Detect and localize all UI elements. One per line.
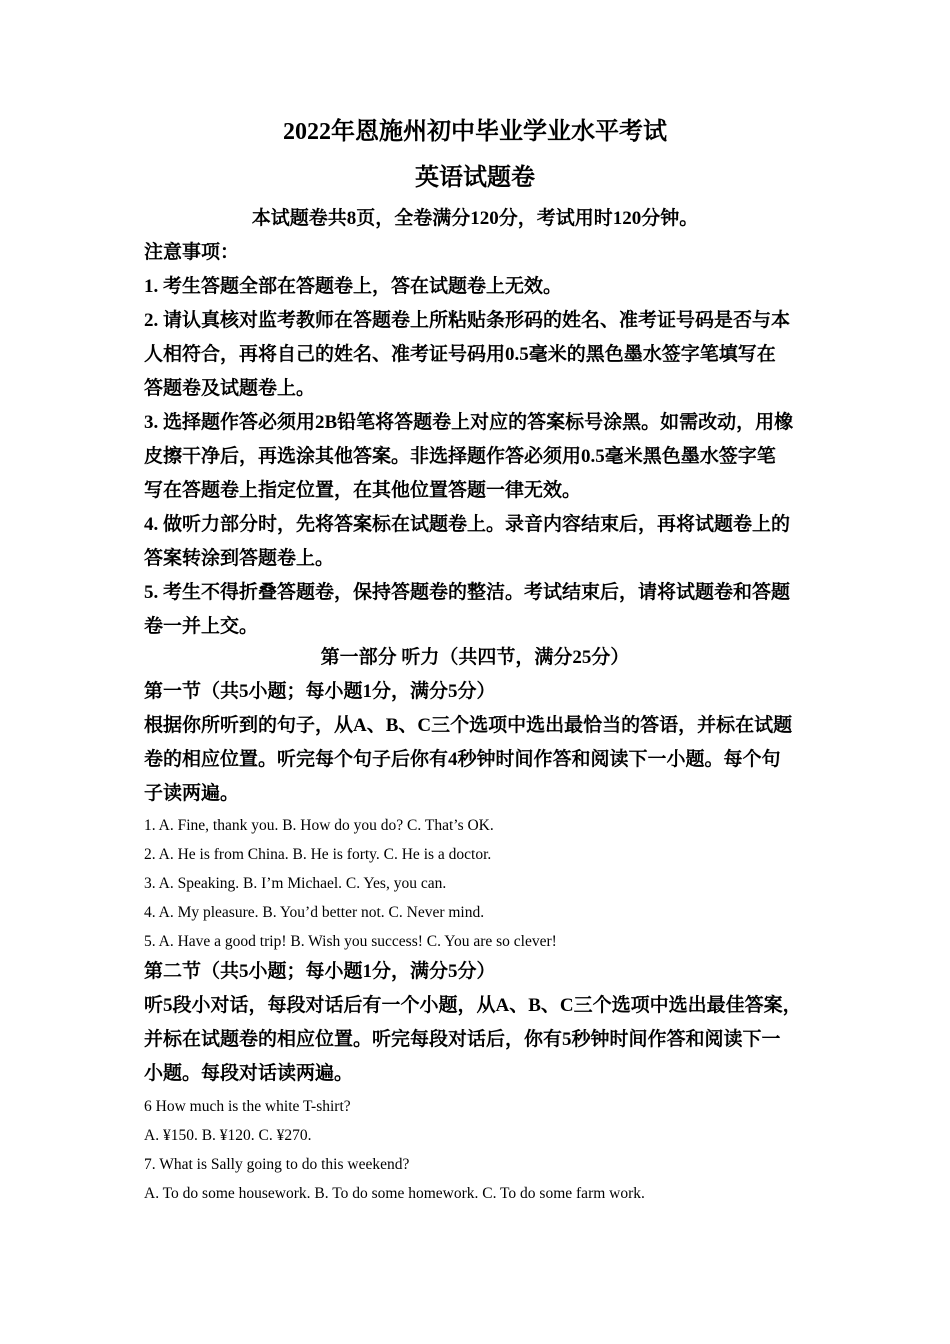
notice-line: 答题卷及试题卷上。 (144, 378, 316, 399)
notice-line: 写在答题卷上指定位置，在其他位置答题一律无效。 (144, 480, 582, 501)
notice-line: 4. 做听力部分时，先将答案标在试题卷上。录音内容结束后，再将试题卷上的 (144, 514, 791, 535)
section2-heading: 第二节（共5小题；每小题1分，满分5分） (144, 961, 496, 982)
question-1: 1. A. Fine, thank you. B. How do you do? C. That’s OK. (144, 817, 494, 834)
exam-subtitle: 英语试题卷 (415, 165, 535, 191)
notice-line: 2. 请认真核对监考教师在答题卷上所粘贴条形码的姓名、准考证号码是否与本 (144, 310, 791, 331)
notice-line: 答案转涂到答题卷上。 (144, 548, 335, 569)
question-3: 3. A. Speaking. B. I’m Michael. C. Yes, you can. (144, 875, 447, 892)
notice-block (144, 236, 824, 644)
question-7: 7. What is Sally going to do this weekend? (144, 1156, 410, 1173)
section1-block (144, 675, 824, 811)
section1-instruction: 卷的相应位置。听完每个句子后你有4秒钟时间作答和阅读下一小题。每个句 (144, 749, 781, 770)
section2-instruction: 小题。每段对话读两遍。 (144, 1063, 354, 1084)
notice-heading: 注意事项： (144, 242, 240, 263)
part1-title: 第一部分 听力（共四节，满分25分） (320, 647, 630, 668)
notice-line: 人相符合，再将自己的姓名、准考证号码用0.5毫米的黑色墨水签字笔填写在 (144, 344, 776, 365)
section1-instruction: 子读两遍。 (144, 783, 240, 804)
notice-line: 皮擦干净后，再选涂其他答案。非选择题作答必须用0.5毫米黑色墨水签字笔 (144, 446, 776, 467)
exam-intro: 本试题卷共8页，全卷满分120分，考试用时120分钟。 (251, 208, 699, 229)
question-6-options: A. ¥150. B. ¥120. C. ¥270. (144, 1127, 312, 1144)
question-5: 5. A. Have a good trip! B. Wish you success! C. You are so clever! (144, 933, 557, 950)
section2-block (144, 955, 824, 1091)
question-7-options: A. To do some housework. B. To do some homework. C. To do some farm work. (144, 1185, 645, 1202)
notice-line: 3. 选择题作答必须用2B铅笔将答题卷上对应的答案标号涂黑。如需改动，用橡 (144, 412, 794, 433)
notice-line: 卷一并上交。 (144, 616, 259, 637)
question-2: 2. A. He is from China. B. He is forty. C. He is a doctor. (144, 846, 492, 863)
question-4: 4. A. My pleasure. B. You’d better not. C. Never mind. (144, 904, 485, 921)
section2-instruction: 并标在试题卷的相应位置。听完每段对话后，你有5秒钟时间作答和阅读下一 (144, 1029, 781, 1050)
section1-instruction: 根据你所听到的句子，从A、B、C三个选项中选出最恰当的答语，并标在试题 (144, 715, 793, 736)
notice-line: 5. 考生不得折叠答题卷，保持答题卷的整洁。考试结束后，请将试题卷和答题 (144, 582, 791, 603)
question-6: 6 How much is the white T-shirt? (144, 1098, 351, 1115)
exam-title: 2022年恩施州初中毕业学业水平考试 (283, 119, 667, 145)
notice-line: 1. 考生答题全部在答题卷上，答在试题卷上无效。 (144, 276, 563, 297)
section2-instruction: 听5段小对话，每段对话后有一个小题，从A、B、C三个选项中选出最佳答案， (144, 995, 802, 1016)
section1-heading: 第一节（共5小题；每小题1分，满分5分） (144, 681, 496, 702)
